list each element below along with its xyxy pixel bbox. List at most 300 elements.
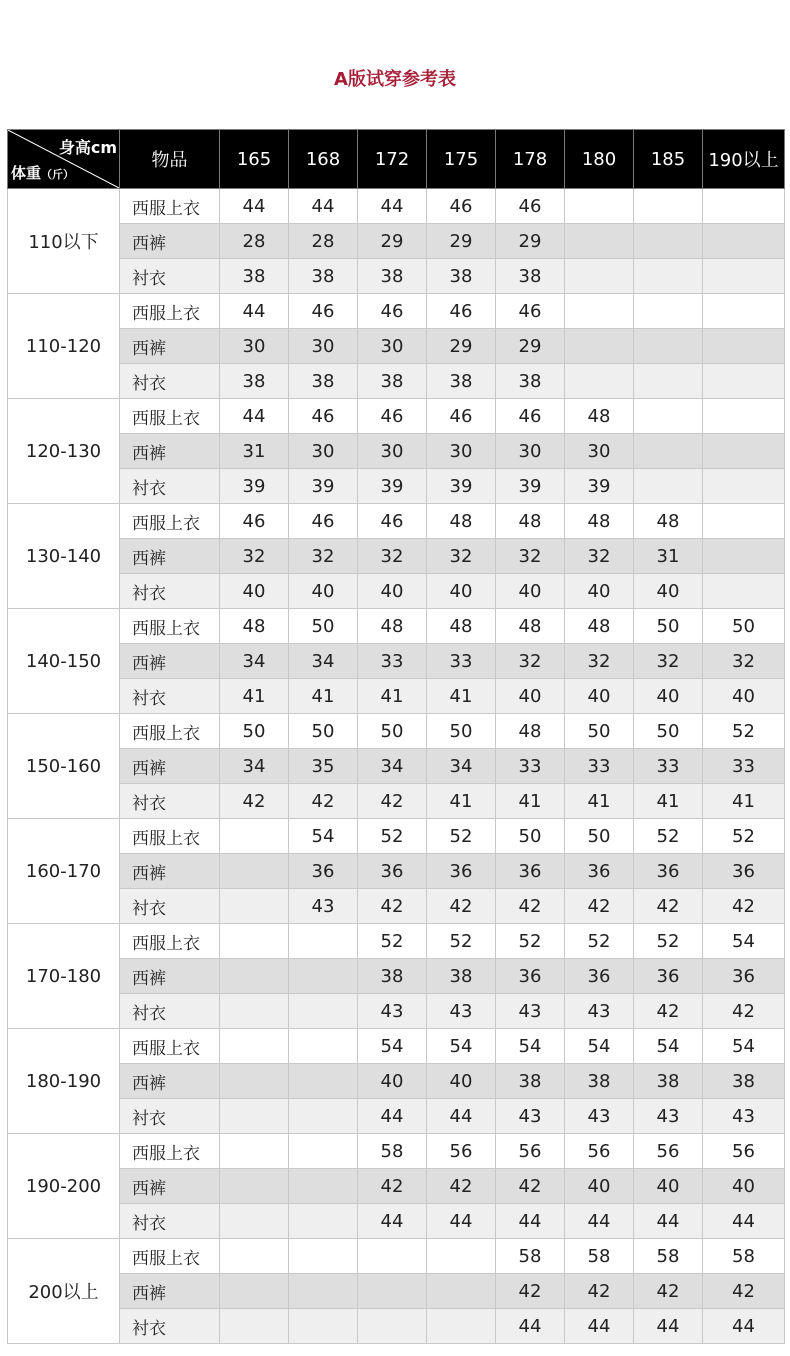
size-value-cell: 54 (703, 924, 785, 959)
height-column-header: 190以上 (703, 130, 785, 189)
size-value-cell: 46 (289, 504, 358, 539)
size-value-cell (427, 1239, 496, 1274)
table-row (8, 189, 785, 224)
size-value-cell (634, 434, 703, 469)
size-value-cell (289, 1029, 358, 1064)
size-value-cell: 44 (496, 1309, 565, 1344)
size-value-cell: 50 (634, 714, 703, 749)
item-name-cell: 西服上衣 (120, 609, 220, 644)
size-value-cell: 52 (634, 924, 703, 959)
size-value-cell: 48 (496, 714, 565, 749)
table-row (8, 994, 785, 1029)
size-value-cell: 48 (565, 504, 634, 539)
size-value-cell: 40 (634, 1169, 703, 1204)
weight-range-cell: 180-190 (8, 1029, 120, 1134)
size-value-cell: 56 (496, 1134, 565, 1169)
size-value-cell (703, 189, 785, 224)
size-value-cell: 54 (703, 1029, 785, 1064)
item-name-cell: 西裤 (120, 749, 220, 784)
size-value-cell: 31 (220, 434, 289, 469)
size-value-cell: 50 (565, 714, 634, 749)
size-value-cell (358, 1274, 427, 1309)
size-value-cell (289, 1169, 358, 1204)
size-value-cell: 52 (427, 924, 496, 959)
size-value-cell: 33 (496, 749, 565, 784)
size-value-cell: 33 (565, 749, 634, 784)
item-name-cell: 衬衣 (120, 889, 220, 924)
size-value-cell (289, 1204, 358, 1239)
size-reference-table (7, 129, 785, 1344)
table-row (8, 574, 785, 609)
corner-header-cell (8, 130, 120, 189)
size-value-cell: 44 (565, 1204, 634, 1239)
size-value-cell: 43 (565, 1099, 634, 1134)
item-column-header: 物品 (120, 130, 220, 189)
size-value-cell: 42 (496, 889, 565, 924)
size-value-cell: 32 (496, 644, 565, 679)
item-name-cell: 衬衣 (120, 994, 220, 1029)
weight-range-cell: 140-150 (8, 609, 120, 714)
size-value-cell: 42 (703, 994, 785, 1029)
size-value-cell (289, 959, 358, 994)
table-row (8, 224, 785, 259)
size-value-cell: 44 (427, 1099, 496, 1134)
size-value-cell: 44 (220, 189, 289, 224)
size-value-cell: 48 (427, 504, 496, 539)
size-value-cell (634, 189, 703, 224)
size-value-cell: 41 (565, 784, 634, 819)
size-value-cell: 36 (703, 854, 785, 889)
size-value-cell (703, 364, 785, 399)
size-value-cell: 44 (358, 189, 427, 224)
size-value-cell: 30 (427, 434, 496, 469)
size-value-cell: 44 (496, 1204, 565, 1239)
size-value-cell: 41 (289, 679, 358, 714)
height-axis-label: 身高cm (58, 138, 117, 157)
size-value-cell: 44 (634, 1204, 703, 1239)
size-value-cell: 40 (634, 679, 703, 714)
size-value-cell: 50 (220, 714, 289, 749)
size-value-cell: 38 (427, 959, 496, 994)
size-value-cell: 41 (220, 679, 289, 714)
height-column-header: 172 (358, 130, 427, 189)
size-value-cell: 50 (358, 714, 427, 749)
table-row (8, 1274, 785, 1309)
size-value-cell: 46 (427, 189, 496, 224)
size-value-cell (703, 539, 785, 574)
size-value-cell: 58 (703, 1239, 785, 1274)
size-value-cell: 34 (289, 644, 358, 679)
size-value-cell: 48 (634, 504, 703, 539)
size-value-cell: 48 (427, 609, 496, 644)
size-value-cell (220, 994, 289, 1029)
size-value-cell: 40 (703, 1169, 785, 1204)
size-value-cell: 39 (496, 469, 565, 504)
size-value-cell: 54 (565, 1029, 634, 1064)
size-value-cell: 33 (358, 644, 427, 679)
table-row (8, 399, 785, 434)
size-value-cell: 44 (703, 1309, 785, 1344)
size-value-cell: 58 (358, 1134, 427, 1169)
size-value-cell: 41 (703, 784, 785, 819)
table-row (8, 679, 785, 714)
size-value-cell: 43 (496, 1099, 565, 1134)
table-row (8, 1309, 785, 1344)
size-value-cell (703, 399, 785, 434)
size-value-cell: 46 (289, 294, 358, 329)
size-value-cell: 30 (289, 434, 358, 469)
size-value-cell: 42 (565, 889, 634, 924)
table-row (8, 644, 785, 679)
size-value-cell (289, 1309, 358, 1344)
size-value-cell: 41 (634, 784, 703, 819)
table-row (8, 889, 785, 924)
table-row (8, 1029, 785, 1064)
size-value-cell: 36 (565, 959, 634, 994)
size-value-cell: 36 (289, 854, 358, 889)
size-value-cell: 40 (427, 574, 496, 609)
header-row (8, 130, 785, 189)
size-value-cell: 29 (427, 224, 496, 259)
item-name-cell: 西服上衣 (120, 504, 220, 539)
size-value-cell: 42 (358, 889, 427, 924)
size-value-cell: 32 (496, 539, 565, 574)
size-value-cell: 43 (427, 994, 496, 1029)
size-value-cell (703, 434, 785, 469)
size-value-cell (289, 994, 358, 1029)
table-row (8, 1134, 785, 1169)
size-value-cell: 41 (496, 784, 565, 819)
size-value-cell (220, 1134, 289, 1169)
size-value-cell: 40 (358, 1064, 427, 1099)
size-value-cell (703, 574, 785, 609)
item-name-cell: 衬衣 (120, 1309, 220, 1344)
size-value-cell: 46 (427, 399, 496, 434)
item-name-cell: 西服上衣 (120, 189, 220, 224)
size-value-cell: 40 (289, 574, 358, 609)
size-value-cell (289, 1239, 358, 1274)
item-name-cell: 西服上衣 (120, 714, 220, 749)
size-value-cell: 38 (565, 1064, 634, 1099)
size-value-cell: 46 (289, 399, 358, 434)
weight-range-cell: 150-160 (8, 714, 120, 819)
size-value-cell: 41 (358, 679, 427, 714)
size-value-cell: 34 (427, 749, 496, 784)
size-value-cell (634, 294, 703, 329)
size-value-cell: 40 (496, 679, 565, 714)
size-value-cell: 46 (496, 294, 565, 329)
size-value-cell: 39 (289, 469, 358, 504)
size-value-cell: 32 (358, 539, 427, 574)
size-value-cell (427, 1274, 496, 1309)
page-title: A版试穿参考表 (334, 69, 456, 90)
item-name-cell: 西服上衣 (120, 1239, 220, 1274)
size-value-cell: 44 (565, 1309, 634, 1344)
size-value-cell: 42 (634, 994, 703, 1029)
table-row (8, 294, 785, 329)
size-value-cell: 40 (565, 574, 634, 609)
size-value-cell: 54 (427, 1029, 496, 1064)
size-value-cell: 50 (427, 714, 496, 749)
item-name-cell: 西服上衣 (120, 924, 220, 959)
size-value-cell: 36 (565, 854, 634, 889)
size-value-cell: 48 (496, 504, 565, 539)
weight-range-cell: 170-180 (8, 924, 120, 1029)
size-value-cell: 40 (220, 574, 289, 609)
size-value-cell (220, 1169, 289, 1204)
size-value-cell: 36 (427, 854, 496, 889)
size-value-cell: 32 (565, 539, 634, 574)
size-value-cell: 38 (427, 364, 496, 399)
size-value-cell: 42 (565, 1274, 634, 1309)
size-value-cell: 42 (634, 1274, 703, 1309)
size-value-cell: 33 (634, 749, 703, 784)
size-value-cell: 52 (358, 819, 427, 854)
item-name-cell: 西服上衣 (120, 819, 220, 854)
size-value-cell: 39 (358, 469, 427, 504)
size-value-cell: 46 (358, 294, 427, 329)
size-value-cell: 54 (496, 1029, 565, 1064)
size-value-cell: 40 (358, 574, 427, 609)
size-value-cell: 52 (427, 819, 496, 854)
size-value-cell: 40 (496, 574, 565, 609)
weight-range-cell: 130-140 (8, 504, 120, 609)
weight-range-cell: 160-170 (8, 819, 120, 924)
size-value-cell: 42 (427, 1169, 496, 1204)
size-value-cell: 50 (634, 609, 703, 644)
size-value-cell: 28 (220, 224, 289, 259)
size-value-cell: 38 (358, 364, 427, 399)
size-value-cell: 40 (634, 574, 703, 609)
item-name-cell: 西服上衣 (120, 1134, 220, 1169)
size-value-cell: 32 (289, 539, 358, 574)
size-value-cell: 43 (289, 889, 358, 924)
size-value-cell: 52 (358, 924, 427, 959)
size-value-cell: 54 (289, 819, 358, 854)
size-value-cell: 39 (220, 469, 289, 504)
size-value-cell (703, 504, 785, 539)
size-value-cell: 56 (703, 1134, 785, 1169)
table-row (8, 364, 785, 399)
table-row (8, 924, 785, 959)
size-value-cell (703, 469, 785, 504)
size-value-cell: 52 (496, 924, 565, 959)
size-value-cell: 54 (358, 1029, 427, 1064)
size-value-cell (703, 259, 785, 294)
size-value-cell: 54 (634, 1029, 703, 1064)
size-value-cell (220, 959, 289, 994)
item-name-cell: 西裤 (120, 434, 220, 469)
size-value-cell: 43 (358, 994, 427, 1029)
size-value-cell: 42 (358, 784, 427, 819)
size-value-cell: 41 (427, 784, 496, 819)
size-value-cell: 44 (358, 1099, 427, 1134)
item-name-cell: 衬衣 (120, 364, 220, 399)
size-value-cell: 35 (289, 749, 358, 784)
size-value-cell: 52 (703, 819, 785, 854)
size-value-cell: 44 (703, 1204, 785, 1239)
size-value-cell (289, 1274, 358, 1309)
table-row (8, 259, 785, 294)
item-name-cell: 西裤 (120, 539, 220, 574)
table-row (8, 434, 785, 469)
size-value-cell: 32 (565, 644, 634, 679)
size-value-cell: 36 (496, 959, 565, 994)
item-name-cell: 衬衣 (120, 469, 220, 504)
size-value-cell: 36 (358, 854, 427, 889)
size-value-cell (565, 329, 634, 364)
size-value-cell: 48 (565, 399, 634, 434)
table-row (8, 1169, 785, 1204)
size-value-cell: 50 (289, 714, 358, 749)
size-value-cell: 44 (634, 1309, 703, 1344)
size-value-cell: 56 (634, 1134, 703, 1169)
size-value-cell: 52 (703, 714, 785, 749)
size-value-cell (703, 294, 785, 329)
item-name-cell: 西裤 (120, 1274, 220, 1309)
size-value-cell: 29 (496, 329, 565, 364)
size-value-cell: 30 (565, 434, 634, 469)
size-value-cell: 30 (289, 329, 358, 364)
size-value-cell: 39 (565, 469, 634, 504)
size-value-cell: 46 (496, 399, 565, 434)
size-value-cell: 48 (565, 609, 634, 644)
table-row (8, 854, 785, 889)
table-row (8, 1239, 785, 1274)
size-value-cell: 52 (565, 924, 634, 959)
size-value-cell: 30 (496, 434, 565, 469)
size-value-cell: 32 (220, 539, 289, 574)
weight-unit-label: （斤） (41, 168, 75, 181)
height-column-header: 175 (427, 130, 496, 189)
table-row (8, 784, 785, 819)
size-value-cell (565, 294, 634, 329)
size-value-cell: 38 (496, 259, 565, 294)
size-value-cell: 38 (289, 259, 358, 294)
size-value-cell: 32 (703, 644, 785, 679)
size-value-cell: 38 (703, 1064, 785, 1099)
size-value-cell (358, 1239, 427, 1274)
size-value-cell (634, 469, 703, 504)
height-column-header: 178 (496, 130, 565, 189)
size-value-cell: 43 (634, 1099, 703, 1134)
table-row (8, 609, 785, 644)
weight-range-cell: 120-130 (8, 399, 120, 504)
size-value-cell (220, 1239, 289, 1274)
size-value-cell: 42 (220, 784, 289, 819)
size-value-cell: 46 (427, 294, 496, 329)
size-value-cell: 58 (565, 1239, 634, 1274)
size-value-cell: 30 (358, 329, 427, 364)
table-row (8, 1064, 785, 1099)
size-value-cell (220, 854, 289, 889)
size-value-cell: 31 (634, 539, 703, 574)
size-value-cell: 42 (289, 784, 358, 819)
size-value-cell: 40 (427, 1064, 496, 1099)
size-value-cell: 38 (427, 259, 496, 294)
table-body (8, 189, 785, 1344)
table-row (8, 1099, 785, 1134)
size-value-cell: 32 (427, 539, 496, 574)
size-value-cell: 38 (634, 1064, 703, 1099)
size-value-cell: 43 (703, 1099, 785, 1134)
size-value-cell: 44 (358, 1204, 427, 1239)
size-value-cell: 50 (496, 819, 565, 854)
size-value-cell (220, 1099, 289, 1134)
size-value-cell: 56 (427, 1134, 496, 1169)
size-value-cell: 50 (289, 609, 358, 644)
size-value-cell: 38 (496, 1064, 565, 1099)
size-value-cell: 46 (358, 504, 427, 539)
size-value-cell: 42 (496, 1274, 565, 1309)
size-value-cell: 34 (220, 749, 289, 784)
size-value-cell: 40 (565, 1169, 634, 1204)
size-value-cell (565, 364, 634, 399)
item-name-cell: 西裤 (120, 959, 220, 994)
size-value-cell (289, 1134, 358, 1169)
size-value-cell: 44 (289, 189, 358, 224)
size-value-cell (634, 224, 703, 259)
item-name-cell: 西裤 (120, 644, 220, 679)
weight-range-cell: 110-120 (8, 294, 120, 399)
item-name-cell: 西服上衣 (120, 399, 220, 434)
size-value-cell (220, 1274, 289, 1309)
size-value-cell: 30 (220, 329, 289, 364)
item-name-cell: 衬衣 (120, 784, 220, 819)
size-value-cell: 44 (427, 1204, 496, 1239)
size-value-cell: 42 (358, 1169, 427, 1204)
item-name-cell: 西裤 (120, 224, 220, 259)
size-value-cell: 34 (220, 644, 289, 679)
size-value-cell: 33 (703, 749, 785, 784)
size-value-cell: 46 (496, 189, 565, 224)
item-name-cell: 西服上衣 (120, 1029, 220, 1064)
size-value-cell: 50 (565, 819, 634, 854)
weight-range-cell: 200以上 (8, 1239, 120, 1344)
size-value-cell (220, 924, 289, 959)
table-row (8, 959, 785, 994)
size-value-cell: 52 (634, 819, 703, 854)
table-row (8, 749, 785, 784)
weight-range-cell: 110以下 (8, 189, 120, 294)
size-value-cell: 42 (703, 889, 785, 924)
size-value-cell: 42 (427, 889, 496, 924)
size-value-cell (703, 329, 785, 364)
size-value-cell: 38 (358, 959, 427, 994)
size-value-cell: 36 (634, 959, 703, 994)
size-value-cell (565, 259, 634, 294)
size-value-cell: 44 (220, 294, 289, 329)
size-value-cell (703, 224, 785, 259)
item-name-cell: 衬衣 (120, 259, 220, 294)
size-value-cell: 48 (220, 609, 289, 644)
size-value-cell: 32 (634, 644, 703, 679)
size-value-cell (427, 1309, 496, 1344)
size-value-cell (289, 1064, 358, 1099)
size-value-cell (634, 399, 703, 434)
size-value-cell: 29 (496, 224, 565, 259)
size-value-cell: 30 (358, 434, 427, 469)
item-name-cell: 西裤 (120, 854, 220, 889)
size-value-cell (565, 224, 634, 259)
size-value-cell: 42 (703, 1274, 785, 1309)
table-header (8, 130, 785, 189)
size-value-cell: 33 (427, 644, 496, 679)
size-value-cell: 40 (703, 679, 785, 714)
size-value-cell: 29 (427, 329, 496, 364)
size-value-cell: 28 (289, 224, 358, 259)
table-row (8, 329, 785, 364)
